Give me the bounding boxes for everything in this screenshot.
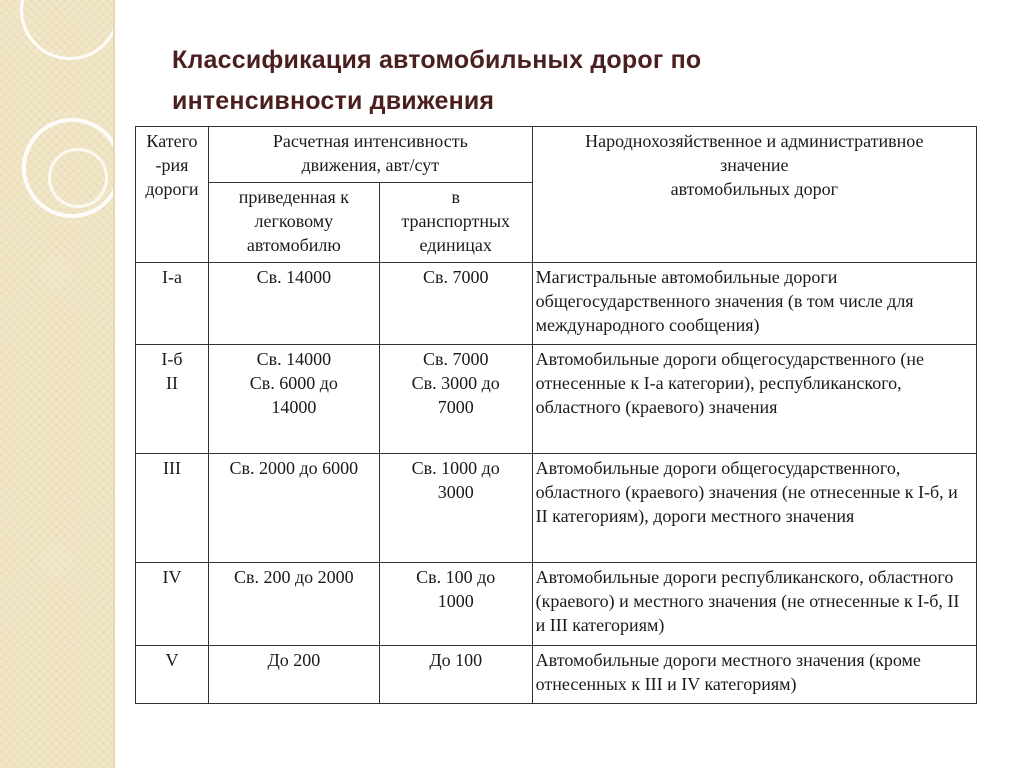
side-divider (113, 0, 115, 768)
slide-title (172, 40, 992, 122)
slide-title-line2: интенсивности движения (172, 87, 495, 115)
row-transport: До 100 (379, 646, 532, 704)
row-transport: Св. 7000 (379, 263, 532, 345)
row-reduced: Св. 14000 (208, 263, 379, 345)
table-row (136, 454, 977, 563)
slide-title-line1: Классификация автомобильных дорог по (172, 46, 702, 74)
row-category: V (136, 646, 209, 704)
decorative-side-strip (0, 0, 113, 768)
header-transport: в транспортных единицах (379, 183, 532, 263)
row-transport: Св. 1000 до 3000 (379, 454, 532, 563)
table-row (136, 263, 977, 345)
row-significance: Автомобильные дороги общегосударственного, областного (краевого) значения (не отнесенные к I-б, и II категориям), дороги местного значения (532, 454, 976, 563)
header-reduced: приведенная к легковому автомобилю (208, 183, 379, 263)
row-reduced: Св. 14000 Св. 6000 до 14000 (208, 345, 379, 454)
row-transport: Св. 100 до 1000 (379, 563, 532, 646)
row-category: III (136, 454, 209, 563)
row-significance: Автомобильные дороги общегосударственного (не отнесенные к I-а категории), республиканского, областного (краевого) значения (532, 345, 976, 454)
row-category: I-б II (136, 345, 209, 454)
row-significance: Магистральные автомобильные дороги общегосударственного значения (в том числе для международного сообщения) (532, 263, 976, 345)
header-significance: Народнохозяйственное и административное значение автомобильных дорог (532, 127, 976, 263)
row-category: I-а (136, 263, 209, 345)
road-classification-table (135, 126, 977, 704)
row-transport: Св. 7000 Св. 3000 до 7000 (379, 345, 532, 454)
row-reduced: Св. 200 до 2000 (208, 563, 379, 646)
table-header-row (136, 127, 977, 183)
decorative-ring (48, 148, 108, 208)
row-significance: Автомобильные дороги республиканского, областного (краевого) и местного значения (не отнесенные к I-б, II и III категориям) (532, 563, 976, 646)
header-category: Катего -рия дороги (136, 127, 209, 263)
table-row (136, 345, 977, 454)
decorative-ring (20, 0, 120, 60)
row-significance: Автомобильные дороги местного значения (кроме отнесенных к III и IV категориям) (532, 646, 976, 704)
row-reduced: До 200 (208, 646, 379, 704)
header-intensity: Расчетная интенсивность движения, авт/сут (208, 127, 532, 183)
table-row (136, 646, 977, 704)
row-reduced: Св. 2000 до 6000 (208, 454, 379, 563)
table-row (136, 563, 977, 646)
row-category: IV (136, 563, 209, 646)
